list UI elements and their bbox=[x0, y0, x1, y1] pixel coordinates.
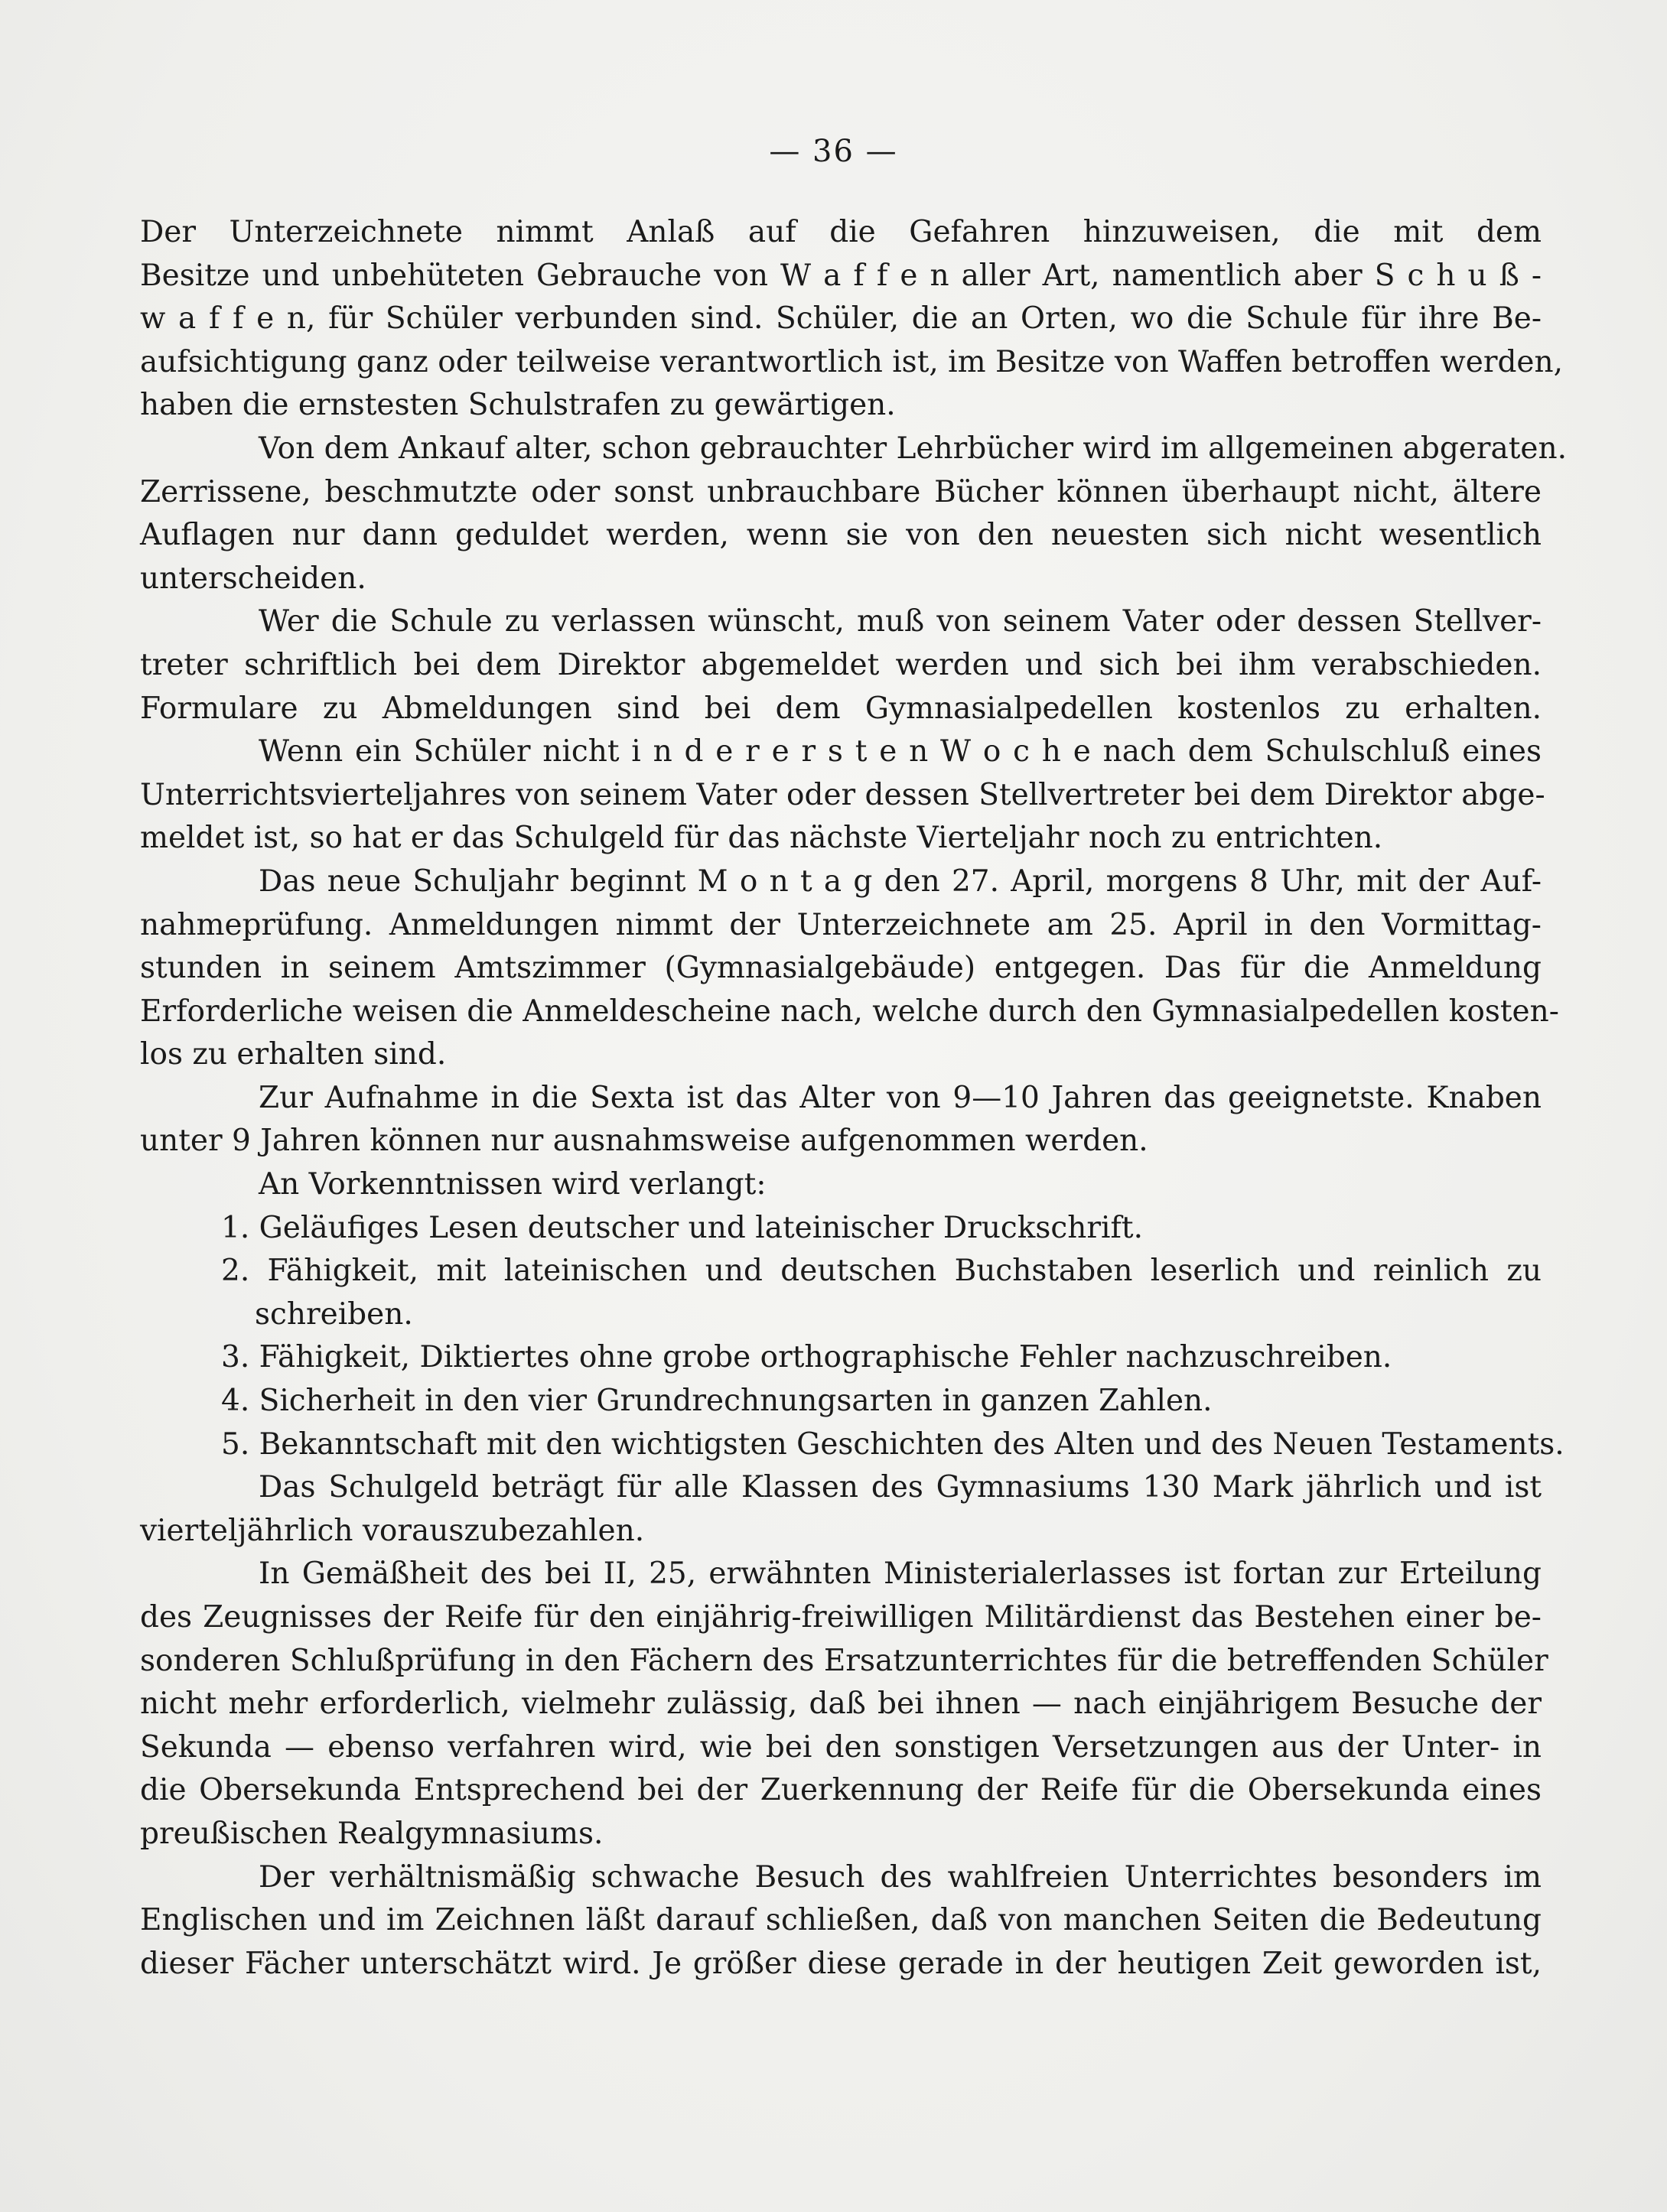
text-line: 3. Fähigkeit, Diktiertes ohne grobe orthographische Fehler nachzuschreiben. bbox=[221, 1340, 1392, 1375]
text-line: sonderen Schlußprüfung in den Fächern des Ersatzunterrichtes für die betreffenden Schüler bbox=[140, 1643, 1548, 1678]
text-line: meldet ist, so hat er das Schulgeld für das nächste Vierteljahr noch zu entrichten. bbox=[140, 821, 1383, 856]
text-line: Formulare zu Abmeldungen sind bei dem Gymnasialpedellen kostenlos zu erhalten. bbox=[140, 691, 1542, 726]
text-line: unter 9 Jahren können nur ausnahmsweise aufgenommen werden. bbox=[140, 1124, 1148, 1159]
text-line: Besitze und unbehüteten Gebrauche von W a f f e n aller Art, namentlich aber S c h u ß - bbox=[140, 258, 1542, 293]
text-line: los zu erhalten sind. bbox=[140, 1037, 447, 1072]
text-line: Wenn ein Schüler nicht i n d e r e r s t e n W o c h e nach dem Schulschluß eines bbox=[259, 734, 1542, 769]
text-line: 5. Bekanntschaft mit den wichtigsten Geschichten des Alten und des Neuen Testaments. bbox=[221, 1426, 1564, 1462]
text-line: preußischen Realgymnasiums. bbox=[140, 1816, 604, 1851]
text-line: Das Schulgeld beträgt für alle Klassen des Gymnasiums 130 Mark jährlich und ist bbox=[259, 1470, 1542, 1505]
text-line: An Vorkenntnissen wird verlangt: bbox=[259, 1167, 767, 1202]
text-line: Wer die Schule zu verlassen wünscht, muß von seinem Vater oder dessen Stellver- bbox=[259, 604, 1542, 639]
page-number: — 36 — bbox=[769, 134, 898, 169]
text-line: In Gemäßheit des bei II, 25, erwähnten Ministerialerlasses ist fortan zur Erteilung bbox=[259, 1557, 1542, 1592]
text-line: vierteljährlich vorauszubezahlen. bbox=[140, 1513, 645, 1548]
text-line: Sekunda — ebenso verfahren wird, wie bei den sonstigen Versetzungen aus der Unter- in bbox=[140, 1729, 1542, 1765]
text-line: 2. Fähigkeit, mit lateinischen und deutschen Buchstaben leserlich und reinlich zu bbox=[221, 1254, 1542, 1289]
text-line: aufsichtigung ganz oder teilweise verantwortlich ist, im Besitze von Waffen betroffen werden, bbox=[140, 344, 1564, 379]
text-line: nahmeprüfung. Anmeldungen nimmt der Unterzeichnete am 25. April in den Vormittag- bbox=[140, 907, 1542, 942]
text-line: w a f f e n, für Schüler verbunden sind. Schüler, die an Orten, wo die Schule für ihre Be- bbox=[140, 301, 1542, 337]
text-line: Der verhältnismäßig schwache Besuch des wahlfreien Unterrichtes besonders im bbox=[259, 1859, 1542, 1895]
text-line: schreiben. bbox=[255, 1296, 413, 1332]
text-line: stunden in seinem Amtszimmer (Gymnasialgebäude) entgegen. Das für die Anmeldung bbox=[140, 951, 1542, 986]
text-line: Erforderliche weisen die Anmeldescheine nach, welche durch den Gymnasialpedellen kosten- bbox=[140, 994, 1559, 1029]
text-line: nicht mehr erforderlich, vielmehr zulässig, daß bei ihnen — nach einjährigem Besuche der bbox=[140, 1687, 1542, 1722]
text-line: Der Unterzeichnete nimmt Anlaß auf die Gefahren hinzuweisen, die mit dem bbox=[140, 215, 1542, 249]
text-line: treter schriftlich bei dem Direktor abgemeldet werden und sich bei ihm verabschieden. bbox=[140, 647, 1542, 682]
text-line: Zur Aufnahme in die Sexta ist das Alter von 9—10 Jahren das geeignetste. Knaben bbox=[259, 1080, 1542, 1115]
text-line: Das neue Schuljahr beginnt M o n t a g den 27. April, morgens 8 Uhr, mit der Auf- bbox=[259, 864, 1542, 899]
text-line: Von dem Ankauf alter, schon gebrauchter Lehrbücher wird im allgemeinen abgeraten. bbox=[259, 431, 1568, 466]
text-line: des Zeugnisses der Reife für den einjährig-freiwilligen Militärdienst das Bestehen einer be- bbox=[140, 1600, 1542, 1635]
text-line: Zerrissene, beschmutzte oder sonst unbrauchbare Bücher können überhaupt nicht, ältere bbox=[140, 474, 1542, 509]
text-line: Englischen und im Zeichnen läßt darauf schließen, daß von manchen Seiten die Bedeutung bbox=[140, 1903, 1542, 1938]
text-line: 4. Sicherheit in den vier Grundrechnungsarten in ganzen Zahlen. bbox=[221, 1384, 1213, 1419]
text-line: 1. Geläufiges Lesen deutscher und lateinischer Druckschrift. bbox=[221, 1210, 1144, 1245]
text-line: haben die ernstesten Schulstrafen zu gewärtigen. bbox=[140, 388, 896, 423]
text-line: dieser Fächer unterschätzt wird. Je größer diese gerade in der heutigen Zeit geworden ist, bbox=[140, 1946, 1542, 1981]
text-line: Unterrichtsvierteljahres von seinem Vater oder dessen Stellvertreter bei dem Direktor abge- bbox=[140, 777, 1545, 812]
body-text bbox=[140, 211, 1568, 1986]
text-line: unterscheiden. bbox=[140, 561, 366, 596]
text-line: die Obersekunda Entsprechend bei der Zuerkennung der Reife für die Obersekunda eines bbox=[140, 1773, 1542, 1808]
text-line: Auflagen nur dann geduldet werden, wenn sie von den neuesten sich nicht wesentlich bbox=[140, 518, 1542, 553]
